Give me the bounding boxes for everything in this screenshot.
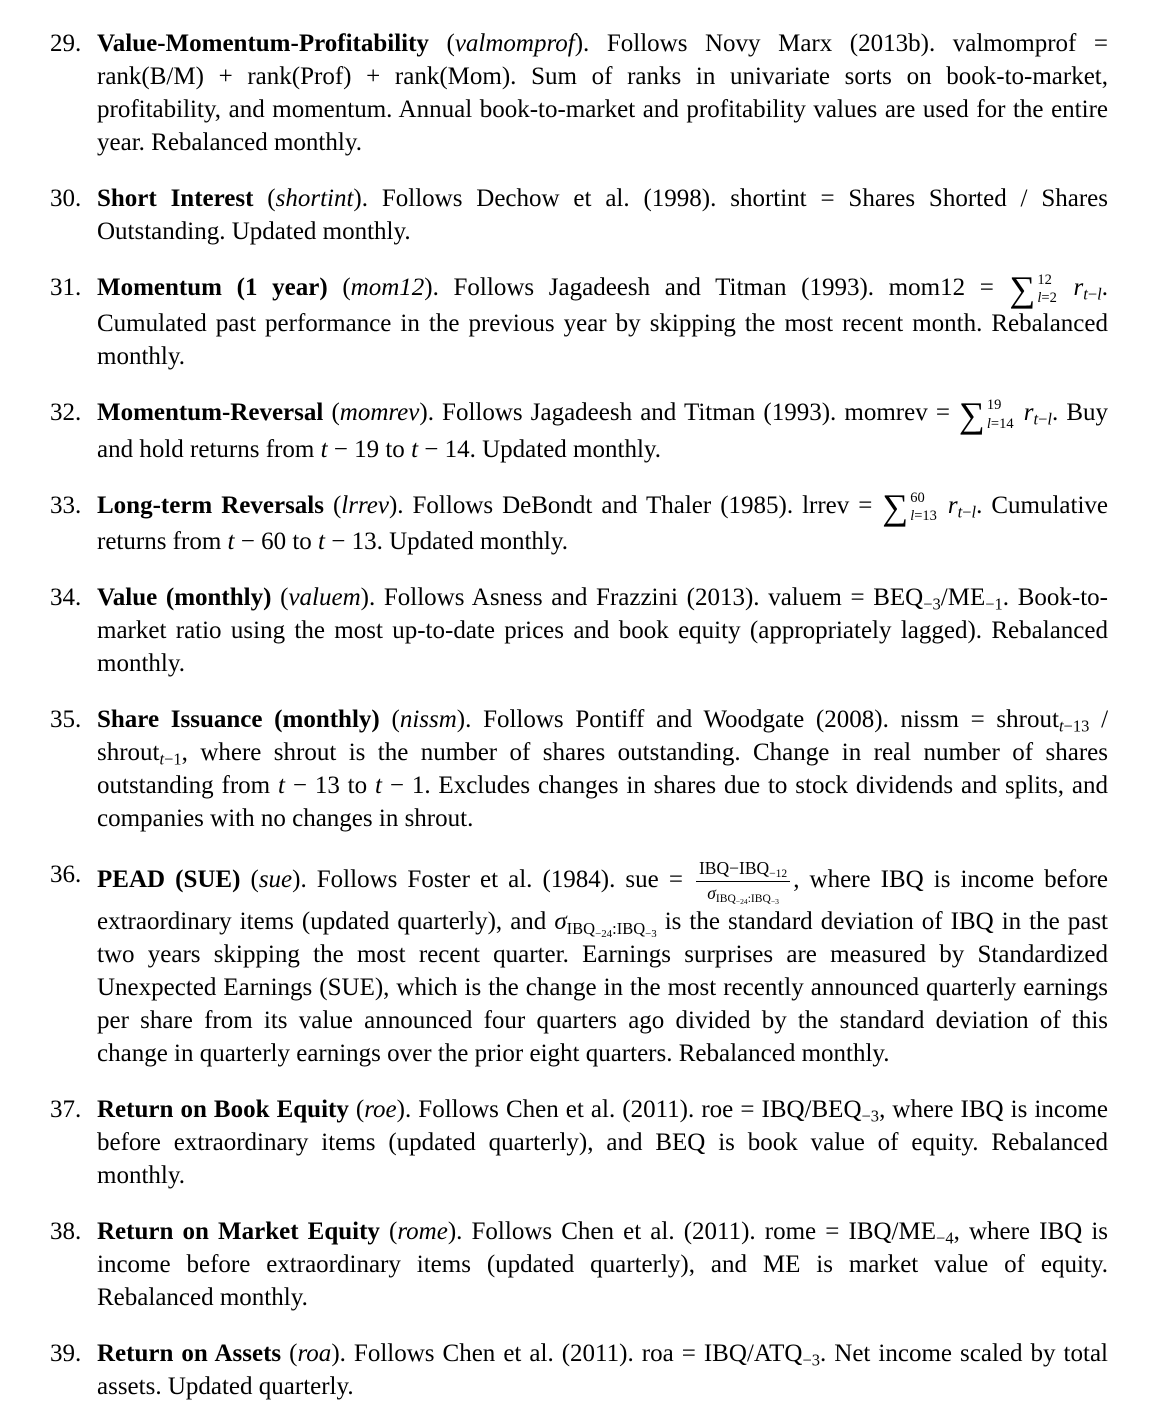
- item-number: 29.: [50, 30, 82, 57]
- math-summation: ∑ 19 l=14: [959, 394, 1014, 435]
- item-number: 33.: [50, 491, 82, 519]
- item-number: 36.: [50, 861, 82, 889]
- item-body: Long-term Reversals (lrrev). Follows DeBondt and Thaler (1985). lrrev = ∑ 60 l=13 $r_{t-l}$. Cumulative returns from t − 60 to t − 13. Updated monthly.: [97, 486, 1109, 556]
- list-item: [50, 27, 1108, 159]
- list-item: [50, 1337, 1108, 1403]
- item-body: Share Issuance (monthly) (nissm). Follows Pontiff and Woodgate (2008). nissm = shrout$_{t-13}$ / shrout$_{t-1}$, where shrout is the number of shares outstanding. Change in real number of shares outstanding from t − 13 to t − 1. Excludes changes in shares due to stock dividends and splits, and companies with no changes in shrout.: [97, 706, 1109, 833]
- list-item: [50, 581, 1108, 680]
- item-number: 38.: [50, 1217, 82, 1245]
- list-item: [50, 858, 1108, 1070]
- definitions-list: [50, 27, 1108, 1403]
- math-summation: ∑ 12 l=2: [1009, 269, 1057, 310]
- item-body: Momentum-Reversal (momrev). Follows Jagadeesh and Titman (1993). momrev = ∑ 19 l=14 $r_{t-l}$. Buy and hold returns from t − 19 to t − 14. Updated monthly.: [97, 394, 1109, 463]
- item-body: Momentum (1 year) (mom12). Follows Jagadeesh and Titman (1993). mom12 = ∑ 12 l=2 $r_{t-l}$. Cumulated past performance in the previous year by skipping the most recent month. Rebalanced monthly.: [97, 269, 1109, 371]
- item-number: 37.: [50, 1095, 82, 1123]
- item-number: 39.: [50, 1339, 82, 1367]
- list-item: [50, 703, 1108, 835]
- list-item: [50, 396, 1108, 465]
- math-summation: ∑ 60 l=13: [882, 486, 937, 527]
- item-body: PEAD (SUE) (sue). Follows Foster et al. (1984). sue = $\frac{IBQ-IBQ_{-12}}{\sigma_{IBQ_{-24}:IBQ_{-3}}}$ , where IBQ is income before extraordinary items (updated quarterly), and $\sigma_{IBQ_{-24}:IBQ_{-3}}$ is the standard deviation of IBQ in the past two years skipping the most recent quarter. Earnings surprises are measured by Standardized Unexpected Earnings (SUE), which is the change in the most recently announced quarterly earnings per share from its value announced four quarters ago divided by the standard deviation of this change in quarterly earnings over the prior eight quarters. Rebalanced monthly.: [97, 858, 1109, 1067]
- list-item: [50, 1215, 1108, 1314]
- item-number: 30.: [50, 185, 82, 212]
- math-fraction: $\frac{IBQ-IBQ_{-12}}{\sigma_{IBQ_{-24}:IBQ_{-3}}}$: [696, 858, 790, 905]
- list-item: [50, 271, 1108, 373]
- item-body: Return on Assets (roa). Follows Chen et al. (2011). roa = IBQ/$ATQ_{-3}$. Net income scaled by total assets. Updated quarterly.: [97, 1339, 1108, 1400]
- item-body: Value-Momentum-Profitability (valmomprof). Follows Novy Marx (2013b). valmomprof = rank(B/M) + rank(Prof) + rank(Mom). Sum of ranks in univariate sorts on book-to-market, profitability, and momentum. Annual book-to-market and profitability values are used for the entire year. Rebalanced monthly.: [97, 30, 1108, 156]
- list-item: [50, 486, 1109, 558]
- list-item: [50, 1093, 1108, 1192]
- item-number: 35.: [50, 706, 82, 734]
- item-number: 32.: [50, 399, 82, 427]
- item-body: Short Interest (shortint). Follows Dechow et al. (1998). shortint = Shares Shorted / Shares Outstanding. Updated monthly.: [97, 185, 1109, 245]
- item-number: 34.: [50, 584, 82, 612]
- list-item: [50, 182, 1108, 248]
- item-number: 31.: [50, 274, 82, 301]
- item-body: Value (monthly) (valuem). Follows Asness and Frazzini (2013). valuem = $BEQ_{-3}/ME_{-1}$. Book-to-market ratio using the most up-to-date prices and book equity (appropriately lagged). Rebalanced monthly.: [97, 584, 1108, 678]
- item-body: Return on Book Equity (roe). Follows Chen et al. (2011). roe = IBQ/$BEQ_{-3}$, where IBQ is income before extraordinary items (updated quarterly), and BEQ is book value of equity. Rebalanced monthly.: [97, 1095, 1108, 1189]
- item-body: Return on Market Equity (rome). Follows Chen et al. (2011). rome = IBQ/$ME_{-4}$, where IBQ is income before extraordinary items (updated quarterly), and ME is market value of equity. Rebalanced monthly.: [97, 1217, 1108, 1311]
